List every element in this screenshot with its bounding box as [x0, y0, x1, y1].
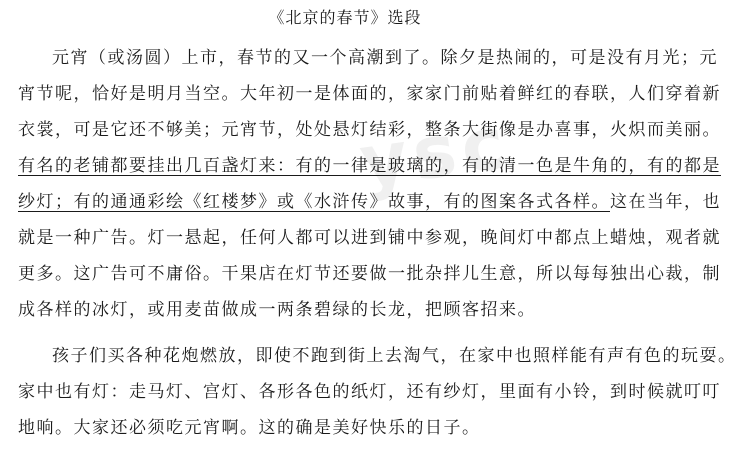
paragraph-2-line-2: 家中也有灯：走马灯、宫灯、各形各色的纸灯，还有纱灯，里面有小铃，到时候就叮叮	[18, 382, 721, 402]
watermark-logo: ysc	[354, 99, 516, 205]
sentence-continuation: 这在当年，也	[610, 192, 721, 212]
paragraph-1-line-1: 元宵（或汤圆）上市，春节的又一个高潮到了。除夕是热闹的，可是没有月光；元	[52, 48, 718, 68]
paragraph-1-line-3: 衣裳，可是它还不够美；元宵节，处处悬灯结彩，整条大街像是办喜事，火炽而美丽。	[18, 120, 721, 140]
document-title: 《北京的春节》选段	[268, 8, 422, 27]
paragraph-1-line-6: 就是一种广告。灯一悬起，任何人都可以进到铺中参观，晚间灯中都点上蜡烛，观者就	[18, 228, 721, 248]
paragraph-1-line-8: 成各样的冰灯，或用麦苗做成一两条碧绿的长龙，把顾客招来。	[18, 300, 536, 320]
paragraph-1-line-5	[18, 190, 721, 214]
paragraph-2-line-1: 孩子们买各种花炮燃放，即使不跑到街上去淘气，在家中也照样能有声有色的玩耍。	[52, 346, 737, 366]
underlined-sentence-end: 纱灯；有的通通彩绘《红楼梦》或《水浒传》故事，有的图案各式各样。	[18, 192, 610, 212]
paragraph-1-line-2: 宵节呢，恰好是明月当空。大年初一是体面的，家家门前贴着鲜红的春联，人们穿着新	[18, 84, 721, 104]
paragraph-2-line-3: 地响。大家还必须吃元宵啊。这的确是美好快乐的日子。	[18, 418, 481, 438]
paragraph-1-line-4-underlined: 有名的老铺都要挂出几百盏灯来：有的一律是玻璃的，有的清一色是牛角的，有的都是	[18, 156, 721, 176]
paragraph-1-line-7: 更多。这广告可不庸俗。干果店在灯节还要做一批杂拌儿生意，所以每每独出心裁，制	[18, 264, 721, 284]
